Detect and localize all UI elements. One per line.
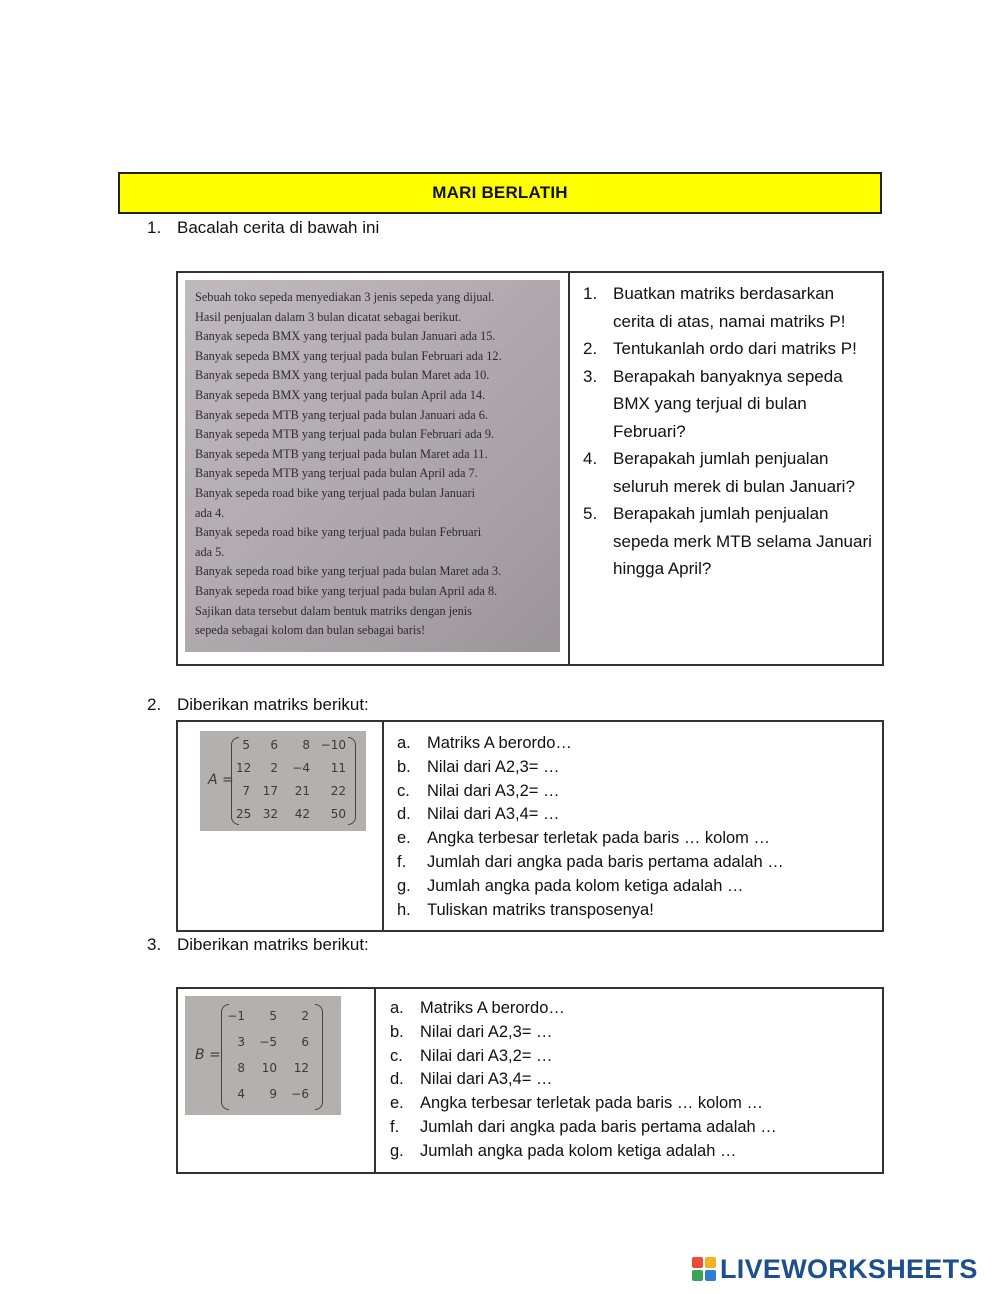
matrix-a-grid xyxy=(236,737,348,822)
item-text: Nilai dari A2,3= … xyxy=(420,1022,553,1041)
question-text: Diberikan matriks berikut: xyxy=(177,935,369,954)
list-item xyxy=(397,875,867,899)
matrix-cell: 2 xyxy=(301,1009,309,1023)
question-3-heading xyxy=(147,935,369,955)
matrix-cell: −4 xyxy=(292,761,310,775)
item-text: Buatkan matriks berdasarkan cerita di atas, namai matriks P! xyxy=(613,284,846,331)
matrix-cell: 50 xyxy=(330,807,346,821)
matrix-cell: 6 xyxy=(301,1035,309,1049)
story-line: Banyak sepeda BMX yang terjual pada bulan Februari ada 12. xyxy=(195,348,502,363)
list-item xyxy=(390,1045,870,1069)
story-line: Banyak sepeda MTB yang terjual pada bulan Februari ada 9. xyxy=(195,427,495,442)
item-text: Tentukanlah ordo dari matriks P! xyxy=(613,339,857,358)
item-marker: b. xyxy=(390,1022,404,1041)
table-divider xyxy=(382,722,384,930)
list-item xyxy=(390,997,870,1021)
list-item xyxy=(397,851,867,875)
matrix-cell: 5 xyxy=(269,1009,277,1023)
list-item xyxy=(397,899,867,923)
list-item xyxy=(390,1068,870,1092)
matrix-cell: 17 xyxy=(262,784,278,798)
question-1-list xyxy=(583,280,875,583)
item-text: Nilai dari A3,2= … xyxy=(427,781,560,800)
list-item xyxy=(397,803,867,827)
matrix-cell: 7 xyxy=(242,784,250,798)
item-text: Berapakah jumlah penjualan sepeda merk MTB selama Januari hingga April? xyxy=(613,504,872,578)
list-item xyxy=(397,780,867,804)
item-text: Berapakah banyaknya sepeda BMX yang terjual di bulan Februari? xyxy=(613,366,843,441)
item-marker: f. xyxy=(390,1117,400,1136)
story-line: ada 5. xyxy=(195,544,225,559)
item-text: Jumlah angka pada kolom ketiga adalah … xyxy=(427,876,744,895)
matrix-cell: 21 xyxy=(294,784,310,798)
matrix-b-grid xyxy=(225,1008,317,1103)
matrix-cell: 25 xyxy=(236,807,252,821)
matrix-cell: 4 xyxy=(237,1087,245,1101)
item-marker: h. xyxy=(397,900,411,919)
story-line: Banyak sepeda BMX yang terjual pada bulan April ada 14. xyxy=(195,387,486,402)
liveworksheets-logo xyxy=(692,1254,978,1284)
story-line: Hasil penjualan dalam 3 bulan dicatat sebagai berikut. xyxy=(195,309,462,324)
story-line: ada 4. xyxy=(195,505,225,520)
logo-square xyxy=(705,1257,716,1268)
matrix-cell: −5 xyxy=(259,1035,277,1049)
list-item xyxy=(397,827,867,851)
logo-square xyxy=(692,1270,703,1281)
item-marker: f. xyxy=(397,852,407,871)
item-marker: c. xyxy=(390,1046,403,1065)
matrix-cell: 2 xyxy=(270,761,278,775)
matrix-cell: 11 xyxy=(330,761,346,775)
list-item xyxy=(583,335,875,363)
question-2-heading xyxy=(147,695,369,715)
list-item xyxy=(583,445,875,500)
item-marker: e. xyxy=(390,1094,404,1113)
list-item xyxy=(390,1021,870,1045)
question-text: Diberikan matriks berikut: xyxy=(177,695,369,714)
item-text: Angka terbesar terletak pada baris … kolom … xyxy=(420,1094,763,1113)
item-marker: 3. xyxy=(583,366,598,386)
matrix-cell: 5 xyxy=(242,738,250,752)
story-text xyxy=(195,288,550,641)
item-marker: 5. xyxy=(583,504,598,523)
story-line: Banyak sepeda MTB yang terjual pada bulan Januari ada 6. xyxy=(195,407,488,422)
logo-text: LIVEWORKSHEETS xyxy=(720,1253,978,1284)
item-text: Matriks A berordo… xyxy=(427,734,572,752)
page-title: MARI BERLATIH xyxy=(432,183,568,202)
matrix-a-image xyxy=(200,731,366,831)
item-marker: a. xyxy=(390,999,404,1017)
list-item xyxy=(583,500,875,583)
right-bracket xyxy=(348,737,356,825)
item-marker: d. xyxy=(390,1070,404,1089)
item-marker: g. xyxy=(390,1141,404,1160)
list-item xyxy=(397,756,867,780)
item-text: Jumlah dari angka pada baris pertama adalah … xyxy=(427,852,784,871)
story-line: Banyak sepeda MTB yang terjual pada bulan Maret ada 11. xyxy=(195,446,488,461)
table-divider xyxy=(374,989,376,1172)
matrix-cell: 6 xyxy=(270,738,278,752)
matrix-b-image xyxy=(185,996,341,1115)
logo-square xyxy=(692,1257,703,1268)
item-text: Nilai dari A3,4= … xyxy=(427,805,560,824)
item-marker: c. xyxy=(397,781,410,800)
matrix-cell: 32 xyxy=(262,807,278,821)
item-text: Berapakah jumlah penjualan seluruh merek di bulan Januari? xyxy=(613,449,855,496)
item-text: Jumlah angka pada kolom ketiga adalah … xyxy=(420,1141,737,1160)
question-text: Bacalah cerita di bawah ini xyxy=(177,218,380,237)
story-line: Banyak sepeda MTB yang terjual pada bulan April ada 7. xyxy=(195,466,478,481)
list-item xyxy=(390,1092,870,1116)
item-marker: d. xyxy=(397,805,411,824)
story-line: Banyak sepeda road bike yang terjual pada bulan Januari xyxy=(195,485,475,500)
list-item xyxy=(583,280,875,335)
item-marker: b. xyxy=(397,757,411,776)
matrix-cell: −10 xyxy=(320,738,346,752)
item-text: Tuliskan matriks transposenya! xyxy=(427,900,654,919)
story-line: Banyak sepeda BMX yang terjual pada bulan Januari ada 15. xyxy=(195,329,496,344)
item-marker: 2. xyxy=(583,339,598,358)
item-text: Nilai dari A2,3= … xyxy=(427,757,560,776)
question-number: 1. xyxy=(147,218,162,237)
item-marker: a. xyxy=(397,734,411,752)
question-2-list xyxy=(397,732,867,922)
story-line: Banyak sepeda road bike yang terjual pada bulan April ada 8. xyxy=(195,583,498,598)
matrix-cell: 12 xyxy=(236,761,252,775)
item-marker: g. xyxy=(397,876,411,895)
matrix-cell: 12 xyxy=(293,1061,309,1075)
item-marker: e. xyxy=(397,829,411,848)
list-item xyxy=(397,732,867,756)
matrix-cell: 8 xyxy=(237,1061,245,1075)
item-text: Angka terbesar terletak pada baris … kolom … xyxy=(427,829,770,848)
list-item xyxy=(390,1140,870,1164)
story-line: Banyak sepeda road bike yang terjual pada bulan Februari xyxy=(195,525,482,540)
matrix-cell: 9 xyxy=(269,1087,277,1101)
story-line: Banyak sepeda BMX yang terjual pada bulan Maret ada 10. xyxy=(195,368,490,383)
matrix-cell: 42 xyxy=(294,807,310,821)
item-marker: 1. xyxy=(583,284,598,303)
question-number: 3. xyxy=(147,935,162,954)
list-item xyxy=(390,1116,870,1140)
question-number: 2. xyxy=(147,695,162,714)
matrix-cell: 22 xyxy=(330,784,346,798)
matrix-cell: 10 xyxy=(261,1061,277,1075)
matrix-cell: −6 xyxy=(291,1087,309,1101)
logo-mark-icon xyxy=(692,1257,716,1281)
question-1-heading xyxy=(147,218,379,238)
matrix-cell: −1 xyxy=(227,1009,245,1023)
story-line: Sajikan data tersebut dalam bentuk matriks dengan jenis xyxy=(195,603,472,618)
story-photo xyxy=(185,280,560,652)
story-line: sepeda sebagai kolom dan bulan sebagai baris! xyxy=(195,623,426,638)
story-line: Banyak sepeda road bike yang terjual pada bulan Maret ada 3. xyxy=(195,564,502,579)
matrix-label: B = xyxy=(195,1047,221,1063)
matrix-label: A = xyxy=(208,772,234,788)
table-divider xyxy=(568,273,570,664)
matrix-cell: 3 xyxy=(237,1035,245,1049)
list-item xyxy=(583,363,875,446)
question-3-list xyxy=(390,997,870,1164)
item-text: Matriks A berordo… xyxy=(420,999,565,1017)
item-text: Nilai dari A3,2= … xyxy=(420,1046,553,1065)
page-title-banner xyxy=(118,172,882,214)
item-marker: 4. xyxy=(583,449,598,468)
item-text: Jumlah dari angka pada baris pertama adalah … xyxy=(420,1117,777,1136)
story-line: Sebuah toko sepeda menyediakan 3 jenis sepeda yang dijual. xyxy=(195,290,495,304)
item-text: Nilai dari A3,4= … xyxy=(420,1070,553,1089)
matrix-cell: 8 xyxy=(302,738,310,752)
logo-square xyxy=(705,1270,716,1281)
